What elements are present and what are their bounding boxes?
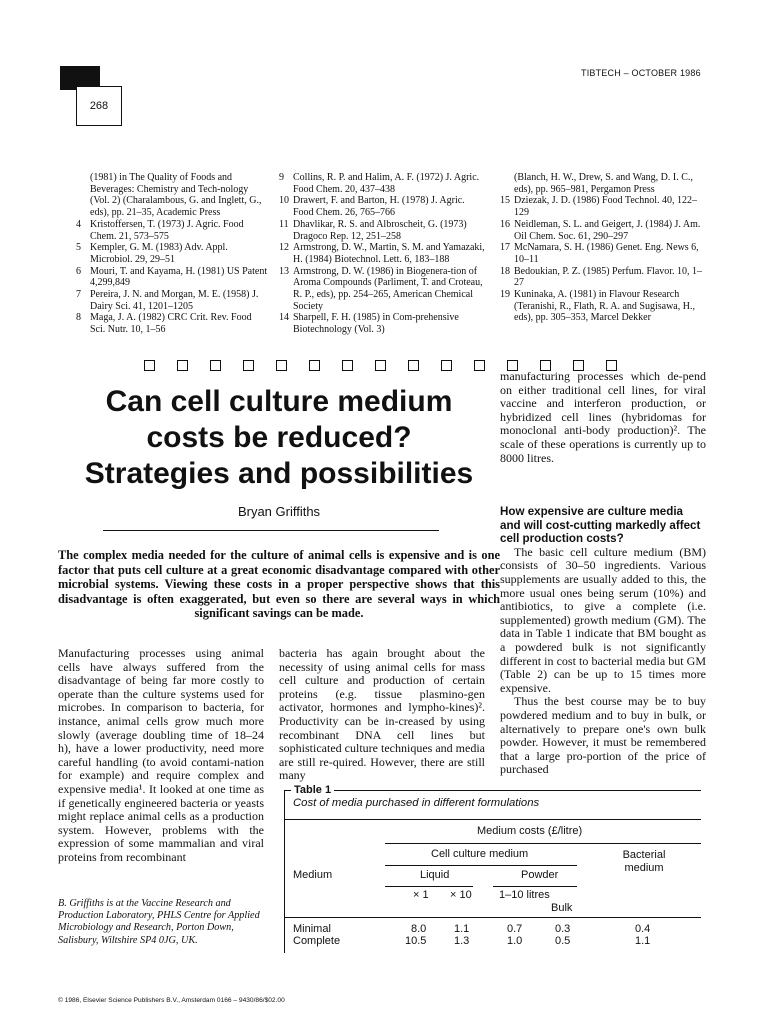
square-icon (144, 360, 155, 371)
table-cell-value: 10.5 (405, 935, 427, 947)
reference-item: 14 Sharpell, F. H. (1985) in Com-prehensive Biotechnology (Vol. 3) (279, 312, 459, 336)
section-subheading: How expensive are culture media and will cost-cutting markedly affect cell production costs? (500, 505, 701, 546)
table-cell-value: 8.0 (411, 923, 427, 935)
table-header-powder: Powder (521, 869, 559, 881)
references-column-3 (500, 172, 706, 324)
title-line: Strategies and possibilities (84, 457, 474, 490)
square-icon (309, 360, 320, 371)
table-cell-value: 0.5 (555, 935, 571, 947)
square-icon (441, 360, 452, 371)
title-line: Can cell culture medium (105, 385, 453, 418)
table-header-medium: Medium (293, 869, 333, 881)
table-rule (285, 819, 701, 820)
table-caption: Cost of media purchased in different formulations (293, 797, 540, 809)
reference-item: (Blanch, H. W., Drew, S. and Wang, D. I. C., eds), pp. 965–981, Pergamon Press (514, 172, 693, 195)
journal-header: TIBTECH – OCTOBER 1986 (581, 68, 701, 78)
table-rule (493, 886, 577, 887)
paragraph: Manufacturing processes using animal cells have always suffered from the disadvantage of being far more costly to operate than the culture systems used for microbes. In comparison to bacteria, for instance, animal cells grow much more slowly (average doubling time of 18–24 h), have a lower productivity, need more careful handling (to avoid contami-nation for example) and require complex and expensive media¹. It looked at one time as if genetically engineered bacteria or yeasts might replace animal cells as a production system. However, problems with the expression of some mammalian and viral proteins from recombinant (58, 646, 264, 864)
body-column-2 (279, 647, 485, 783)
square-icon (408, 360, 419, 371)
reference-item: 4 Kristoffersen, T. (1973) J. Agric. Food Chem. 21, 573–575 (76, 218, 244, 242)
table-cell-value: 1.0 (507, 935, 523, 947)
table-cell-medium: Minimal (293, 923, 331, 935)
reference-item: (1981) in The Quality of Foods and Beverages: Chemistry and Tech-nology (Vol. 2) (Charalambous, G. and Inglett, G., eds), pp. 21–35, Academic Press (90, 172, 262, 219)
reference-item: 13 Armstrong, D. W. (1986) in Biogenera-tion of Aroma Compounds (Parliment, T. and Croteau, R. P., eds), pp. 254–265, American Chemical Society (279, 265, 483, 312)
table-label: Table 1 (291, 784, 334, 796)
square-icon (474, 360, 485, 371)
table-cell-value: 1.3 (454, 935, 470, 947)
references-column-1 (76, 172, 268, 336)
article-title (58, 384, 500, 492)
page-number: 268 (76, 86, 122, 126)
table-rule (385, 843, 701, 844)
reference-item: 18 Bedoukian, P. Z. (1985) Perfum. Flavor. 10, 1–27 (500, 265, 703, 289)
reference-item: 17 McNamara, S. H. (1986) Genet. Eng. News 6, 10–11 (500, 242, 699, 265)
paragraph: bacteria has again brought about the necessity of using animal cells for mass cell culture and production of certain proteins (e.g. tissue plasmino-gen activator, hormones and lympho-kines)². Productivity can be in-creased by using recombinant DNA cell lines but sophisticated culture techniques and media are still re-quired. However, there are still many (279, 646, 485, 783)
reference-item: 7 Pereira, J. N. and Morgan, M. E. (1958) J. Dairy Sci. 41, 1201–1205 (76, 289, 259, 312)
reference-item: 15 Dziezak, J. D. (1986) Food Technol. 40, 122–129 (500, 195, 697, 219)
reference-item: 9 Collins, R. P. and Halim, A. F. (1972) J. Agric. Food Chem. 20, 437–438 (279, 172, 480, 195)
table-header-bacterial: Bacterial medium (622, 849, 666, 874)
table-1 (284, 784, 701, 953)
copyright-footer: © 1986, Elsevier Science Publishers B.V., Amsterdam 0166 – 9430/86/$02.00 (58, 997, 285, 1004)
table-cell-value: 1.1 (454, 923, 470, 935)
table-sub-bulk: Bulk (551, 902, 573, 914)
body-column-1 (58, 647, 264, 865)
references-column-2 (279, 172, 487, 336)
paragraph: Thus the best course may be to buy powdered medium and to buy in bulk, or alternatively to prepare one's own bulk powder. However, it must be remembered that a large pro-portion of the price of purchased (500, 694, 706, 777)
reference-item: 11 Dhavlikar, R. S. and Albroscheit, G. (1973) Dragoco Rep. 12, 251–258 (279, 218, 467, 242)
author-name: Bryan Griffiths (237, 504, 321, 519)
square-icon (276, 360, 287, 371)
table-rule (285, 917, 701, 918)
square-icon (375, 360, 386, 371)
table-header-liquid: Liquid (420, 869, 450, 881)
reference-item: 6 Mouri, T. and Kayama, H. (1981) US Patent 4,299,849 (76, 265, 268, 289)
table-cell-value: 0.4 (635, 923, 651, 935)
title-rule (103, 530, 439, 531)
abstract: The complex media needed for the culture of animal cells is expensive and is one factor that puts cell culture at a great economic disadvantage compared with other microbial systems. Viewing these costs in a proper perspective shows that this disadvantage is often exaggerated, but even so there are several ways in which significant savings can be made. (58, 548, 500, 620)
table-cell-value: 1.1 (635, 935, 651, 947)
square-icon (177, 360, 188, 371)
table-cell-value: 0.7 (507, 923, 523, 935)
paragraph: The basic cell culture medium (BM) consists of 30–50 ingredients. Various supplements are usually added to this, the more usual ones being serum (10%) and antibiotics, to give a complete (i.e. supplemented) growth medium (GM). The data in Table 1 indicate that BM bought as a powdered bulk is not significantly different in cost to bacterial media but GM (Table 2) can be up to 15 times more expensive. (500, 544, 706, 695)
square-icon (243, 360, 254, 371)
body-column-3 (500, 505, 706, 777)
table-sub-litres: 1–10 litres (499, 889, 550, 901)
reference-item: 8 Maga, J. A. (1982) CRC Crit. Rev. Food Sci. Nutr. 10, 1–56 (76, 312, 252, 336)
table-rule (385, 865, 577, 866)
table-header-costs: Medium costs (£/litre) (477, 825, 583, 837)
reference-item: 10 Drawert, F. and Barton, H. (1978) J. Agric. Food Chem. 26, 765–766 (279, 195, 465, 219)
reference-item: 19 Kuninaka, A. (1981) in Flavour Research (Teranishi, R., Flath, R. A. and Sugisawa, H., eds), pp. 305–353, Marcel Dekker (500, 289, 695, 324)
reference-item: 5 Kempler, G. M. (1983) Adv. Appl. Microbiol. 29, 29–51 (76, 242, 228, 265)
author-affiliation: B. Griffiths is at the Vaccine Research and Production Laboratory, PHLS Centre for Applied Microbiology and Research, Porton Down, Salisbury, Wiltshire SP4 0JG, UK. (58, 898, 260, 946)
table-header-cell-culture: Cell culture medium (431, 848, 529, 860)
reference-item: 16 Neidleman, S. L. and Geigert, J. (1984) J. Am. Oil Chem. Soc. 61, 290–297 (500, 218, 701, 242)
paragraph: manufacturing processes which de-pend on either traditional cell lines, for viral vaccine and interferon production, or hybridized cell lines (hybridomas for monoclonal anti-body production)². The scale of these operations is currently up to 8000 litres. (500, 369, 706, 465)
table-cell-medium: Complete (293, 935, 341, 947)
square-icon (210, 360, 221, 371)
square-icon (342, 360, 353, 371)
table-sub-x1: × 1 (413, 889, 429, 901)
reference-item: 12 Armstrong, D. W., Martin, S. M. and Yamazaki, H. (1984) Biotechnol. Lett. 6, 183–188 (279, 242, 485, 265)
title-line: costs be reduced? (146, 421, 412, 454)
table-cell-value: 0.3 (555, 923, 571, 935)
table-sub-x10: × 10 (450, 889, 472, 901)
body-column-3-top (500, 370, 706, 465)
table-rule (385, 886, 473, 887)
